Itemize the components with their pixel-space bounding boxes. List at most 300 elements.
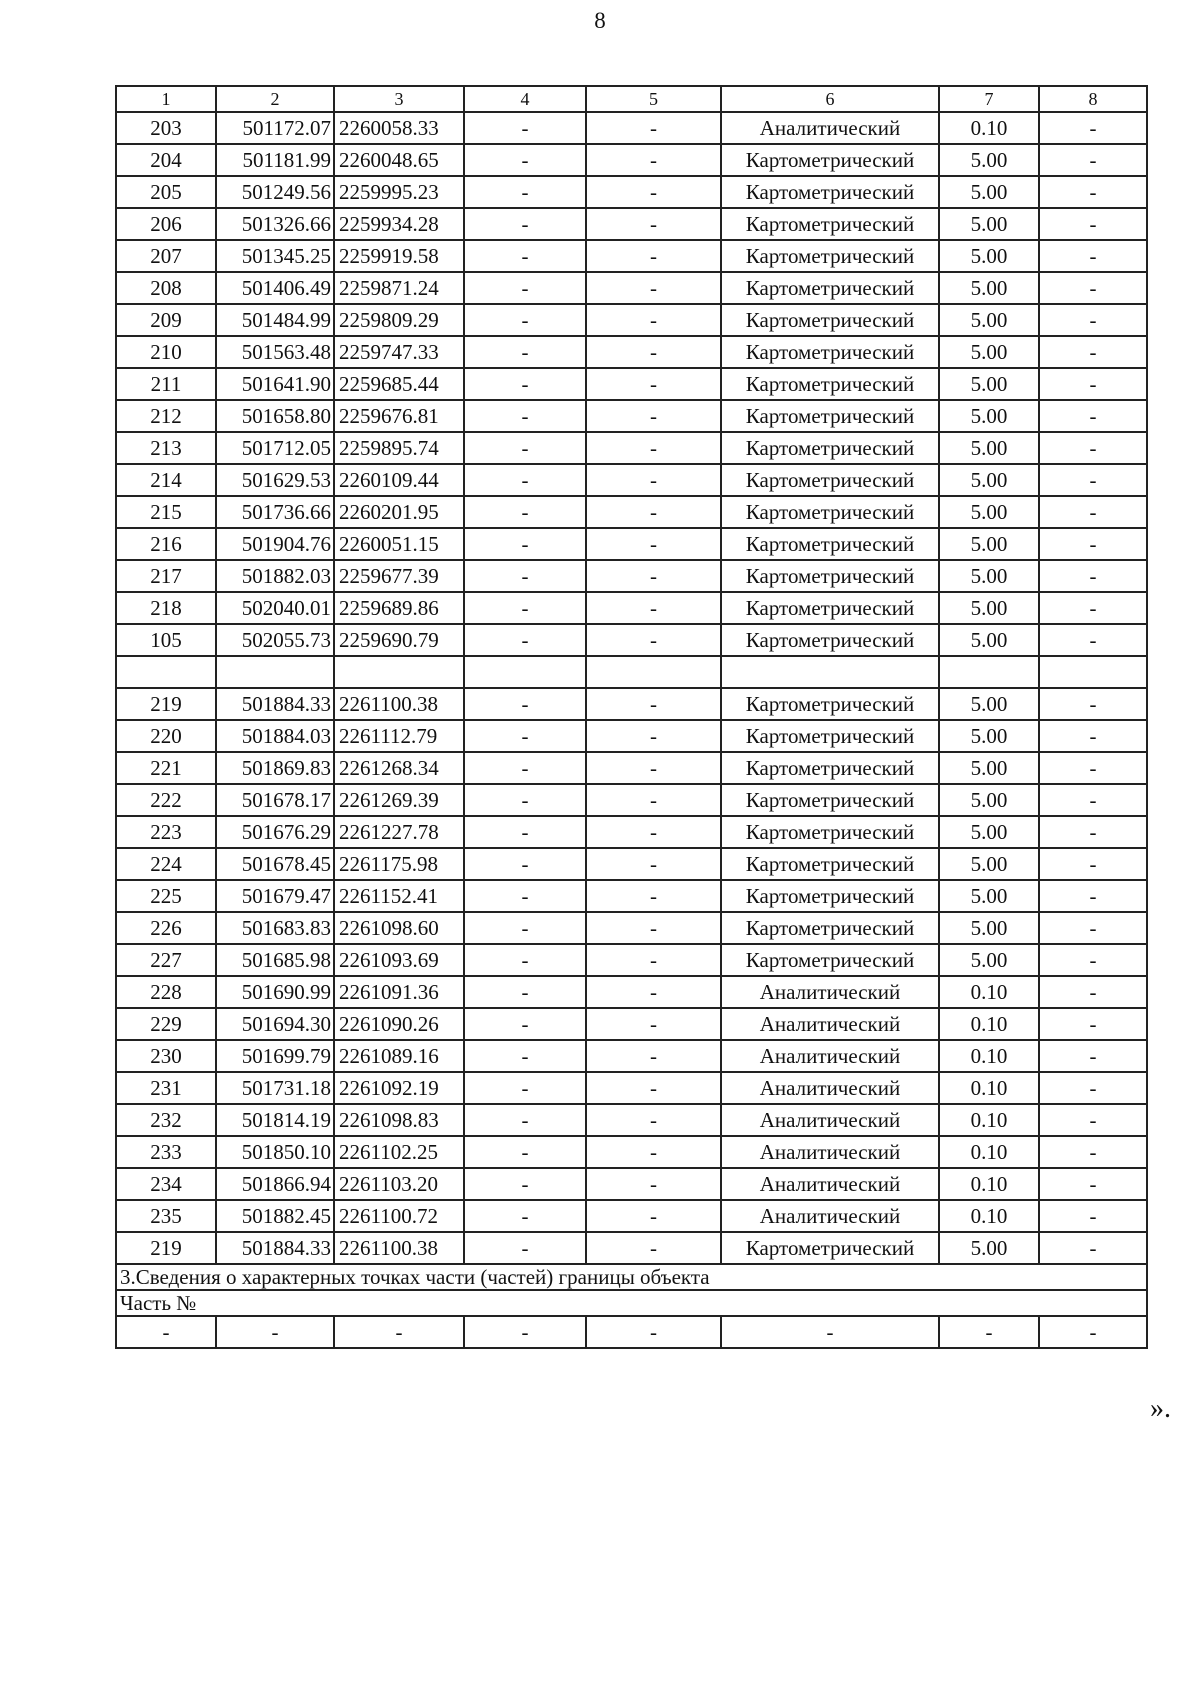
accuracy-cell: 0.10 <box>939 1168 1039 1200</box>
accuracy-cell: 5.00 <box>939 464 1039 496</box>
col4-cell: - <box>464 176 586 208</box>
column-header-3: 3 <box>334 86 464 112</box>
col8-cell: - <box>1039 688 1147 720</box>
table-row <box>116 528 1147 560</box>
accuracy-cell: 5.00 <box>939 848 1039 880</box>
y-coordinate-cell: 2259676.81 <box>334 400 464 432</box>
accuracy-cell: 5.00 <box>939 528 1039 560</box>
x-coordinate-cell: 502055.73 <box>216 624 334 656</box>
method-cell: Картометрический <box>721 240 939 272</box>
col8-cell: - <box>1039 1072 1147 1104</box>
col8-cell: - <box>1039 496 1147 528</box>
y-coordinate-cell: 2259995.23 <box>334 176 464 208</box>
accuracy-cell: 5.00 <box>939 752 1039 784</box>
col4-cell: - <box>464 976 586 1008</box>
col8-cell: - <box>1039 1008 1147 1040</box>
method-cell: Картометрический <box>721 144 939 176</box>
col4-cell: - <box>464 528 586 560</box>
x-coordinate-cell: 501406.49 <box>216 272 334 304</box>
col5-cell: - <box>586 112 721 144</box>
y-coordinate-cell: 2259919.58 <box>334 240 464 272</box>
point-number-cell: 218 <box>116 592 216 624</box>
point-number-cell: 227 <box>116 944 216 976</box>
method-cell: Картометрический <box>721 624 939 656</box>
point-number-cell: 214 <box>116 464 216 496</box>
x-coordinate-cell: 501731.18 <box>216 1072 334 1104</box>
table-row <box>116 624 1147 656</box>
accuracy-cell: 5.00 <box>939 144 1039 176</box>
col5-cell: - <box>586 272 721 304</box>
col4-cell <box>464 656 586 688</box>
col4-cell: - <box>464 592 586 624</box>
col4-cell: - <box>464 1040 586 1072</box>
col4-cell: - <box>464 144 586 176</box>
page-number: 8 <box>594 8 606 33</box>
accuracy-cell: 0.10 <box>939 1136 1039 1168</box>
method-cell: Картометрический <box>721 816 939 848</box>
col4-cell: - <box>464 208 586 240</box>
col8-cell: - <box>1039 368 1147 400</box>
y-coordinate-cell <box>334 656 464 688</box>
table-row <box>116 752 1147 784</box>
accuracy-cell: 5.00 <box>939 880 1039 912</box>
y-coordinate-cell: 2259895.74 <box>334 432 464 464</box>
part-label: Часть № <box>116 1290 1147 1316</box>
y-coordinate-cell: 2259690.79 <box>334 624 464 656</box>
table-row <box>116 1040 1147 1072</box>
col4-cell: - <box>464 1200 586 1232</box>
col5-cell: - <box>586 880 721 912</box>
x-coordinate-cell: 501884.03 <box>216 720 334 752</box>
method-cell: Аналитический <box>721 1168 939 1200</box>
col8-cell: - <box>1039 304 1147 336</box>
col4-cell: - <box>464 560 586 592</box>
table-row <box>116 144 1147 176</box>
col4-cell: - <box>464 720 586 752</box>
point-number-cell: 229 <box>116 1008 216 1040</box>
col5-cell: - <box>586 944 721 976</box>
x-coordinate-cell: 501694.30 <box>216 1008 334 1040</box>
col5-cell: - <box>586 1104 721 1136</box>
col5-cell: - <box>586 1200 721 1232</box>
part-cell: - <box>586 1316 721 1348</box>
method-cell: Аналитический <box>721 1104 939 1136</box>
method-cell: Картометрический <box>721 688 939 720</box>
accuracy-cell: 5.00 <box>939 624 1039 656</box>
y-coordinate-cell: 2261100.38 <box>334 1232 464 1264</box>
table-row <box>116 272 1147 304</box>
column-header-2: 2 <box>216 86 334 112</box>
x-coordinate-cell: 501904.76 <box>216 528 334 560</box>
point-number-cell: 216 <box>116 528 216 560</box>
col5-cell: - <box>586 528 721 560</box>
y-coordinate-cell: 2261100.38 <box>334 688 464 720</box>
col4-cell: - <box>464 848 586 880</box>
method-cell: Аналитический <box>721 1008 939 1040</box>
col5-cell: - <box>586 688 721 720</box>
method-cell: Картометрический <box>721 400 939 432</box>
part-cell: - <box>464 1316 586 1348</box>
y-coordinate-cell: 2260051.15 <box>334 528 464 560</box>
method-cell: Картометрический <box>721 560 939 592</box>
accuracy-cell: 5.00 <box>939 240 1039 272</box>
method-cell: Картометрический <box>721 272 939 304</box>
table-row <box>116 496 1147 528</box>
point-number-cell: 217 <box>116 560 216 592</box>
col8-cell: - <box>1039 464 1147 496</box>
y-coordinate-cell: 2260109.44 <box>334 464 464 496</box>
accuracy-cell: 5.00 <box>939 720 1039 752</box>
y-coordinate-cell: 2260058.33 <box>334 112 464 144</box>
col5-cell: - <box>586 720 721 752</box>
col5-cell: - <box>586 848 721 880</box>
table-body <box>116 86 1147 1348</box>
accuracy-cell: 5.00 <box>939 400 1039 432</box>
col5-cell: - <box>586 496 721 528</box>
table-row <box>116 1200 1147 1232</box>
y-coordinate-cell: 2261093.69 <box>334 944 464 976</box>
part-cell: - <box>1039 1316 1147 1348</box>
accuracy-cell: 5.00 <box>939 496 1039 528</box>
column-header-4: 4 <box>464 86 586 112</box>
col4-cell: - <box>464 464 586 496</box>
accuracy-cell: 0.10 <box>939 112 1039 144</box>
table-row <box>116 368 1147 400</box>
y-coordinate-cell: 2259809.29 <box>334 304 464 336</box>
col8-cell: - <box>1039 944 1147 976</box>
col8-cell: - <box>1039 880 1147 912</box>
col8-cell: - <box>1039 176 1147 208</box>
part-cell: - <box>116 1316 216 1348</box>
col8-cell: - <box>1039 720 1147 752</box>
col8-cell: - <box>1039 240 1147 272</box>
col5-cell: - <box>586 912 721 944</box>
table-separator-row <box>116 656 1147 688</box>
x-coordinate-cell: 501850.10 <box>216 1136 334 1168</box>
table-row <box>116 240 1147 272</box>
y-coordinate-cell: 2260048.65 <box>334 144 464 176</box>
col4-cell: - <box>464 336 586 368</box>
col5-cell: - <box>586 1008 721 1040</box>
accuracy-cell: 5.00 <box>939 944 1039 976</box>
col5-cell: - <box>586 976 721 1008</box>
method-cell: Картометрический <box>721 176 939 208</box>
point-number-cell: 226 <box>116 912 216 944</box>
x-coordinate-cell: 501685.98 <box>216 944 334 976</box>
table-row <box>116 720 1147 752</box>
accuracy-cell: 0.10 <box>939 1008 1039 1040</box>
y-coordinate-cell: 2260201.95 <box>334 496 464 528</box>
col4-cell: - <box>464 784 586 816</box>
x-coordinate-cell: 501884.33 <box>216 1232 334 1264</box>
table-row <box>116 784 1147 816</box>
point-number-cell: 203 <box>116 112 216 144</box>
col5-cell: - <box>586 208 721 240</box>
table-row <box>116 912 1147 944</box>
col5-cell: - <box>586 240 721 272</box>
y-coordinate-cell: 2259689.86 <box>334 592 464 624</box>
col4-cell: - <box>464 912 586 944</box>
y-coordinate-cell: 2261227.78 <box>334 816 464 848</box>
col4-cell: - <box>464 1168 586 1200</box>
col8-cell: - <box>1039 912 1147 944</box>
col5-cell: - <box>586 1232 721 1264</box>
col5-cell: - <box>586 432 721 464</box>
col4-cell: - <box>464 368 586 400</box>
method-cell: Картометрический <box>721 304 939 336</box>
col8-cell: - <box>1039 816 1147 848</box>
point-number-cell: 219 <box>116 688 216 720</box>
col4-cell: - <box>464 240 586 272</box>
accuracy-cell: 5.00 <box>939 912 1039 944</box>
col8-cell: - <box>1039 1040 1147 1072</box>
accuracy-cell <box>939 656 1039 688</box>
y-coordinate-cell: 2261100.72 <box>334 1200 464 1232</box>
y-coordinate-cell: 2261098.60 <box>334 912 464 944</box>
part-row <box>116 1316 1147 1348</box>
accuracy-cell: 5.00 <box>939 368 1039 400</box>
col8-cell: - <box>1039 624 1147 656</box>
col8-cell: - <box>1039 1168 1147 1200</box>
x-coordinate-cell: 501869.83 <box>216 752 334 784</box>
x-coordinate-cell: 501683.83 <box>216 912 334 944</box>
col8-cell: - <box>1039 400 1147 432</box>
point-number-cell: 224 <box>116 848 216 880</box>
col8-cell: - <box>1039 272 1147 304</box>
col4-cell: - <box>464 304 586 336</box>
accuracy-cell: 0.10 <box>939 1072 1039 1104</box>
col5-cell: - <box>586 1072 721 1104</box>
method-cell <box>721 656 939 688</box>
point-number-cell: 223 <box>116 816 216 848</box>
col8-cell: - <box>1039 336 1147 368</box>
column-header-5: 5 <box>586 86 721 112</box>
col8-cell: - <box>1039 1200 1147 1232</box>
table-row <box>116 944 1147 976</box>
col4-cell: - <box>464 1072 586 1104</box>
accuracy-cell: 0.10 <box>939 1040 1039 1072</box>
accuracy-cell: 5.00 <box>939 1232 1039 1264</box>
accuracy-cell: 5.00 <box>939 560 1039 592</box>
x-coordinate-cell: 501641.90 <box>216 368 334 400</box>
point-number-cell: 225 <box>116 880 216 912</box>
method-cell: Картометрический <box>721 464 939 496</box>
part-cell: - <box>721 1316 939 1348</box>
col4-cell: - <box>464 688 586 720</box>
col8-cell: - <box>1039 1136 1147 1168</box>
col8-cell: - <box>1039 144 1147 176</box>
y-coordinate-cell: 2261090.26 <box>334 1008 464 1040</box>
accuracy-cell: 5.00 <box>939 176 1039 208</box>
table-row <box>116 688 1147 720</box>
accuracy-cell: 5.00 <box>939 816 1039 848</box>
method-cell: Картометрический <box>721 784 939 816</box>
column-header-7: 7 <box>939 86 1039 112</box>
part-cell: - <box>334 1316 464 1348</box>
col4-cell: - <box>464 400 586 432</box>
x-coordinate-cell: 501678.45 <box>216 848 334 880</box>
point-number-cell: 220 <box>116 720 216 752</box>
x-coordinate-cell: 501678.17 <box>216 784 334 816</box>
col4-cell: - <box>464 880 586 912</box>
section-title-row <box>116 1264 1147 1290</box>
table-row <box>116 304 1147 336</box>
point-number-cell: 235 <box>116 1200 216 1232</box>
col5-cell: - <box>586 560 721 592</box>
accuracy-cell: 0.10 <box>939 1104 1039 1136</box>
y-coordinate-cell: 2259685.44 <box>334 368 464 400</box>
point-number-cell: 234 <box>116 1168 216 1200</box>
table-row <box>116 464 1147 496</box>
col5-cell <box>586 656 721 688</box>
method-cell: Аналитический <box>721 1072 939 1104</box>
col8-cell: - <box>1039 112 1147 144</box>
method-cell: Аналитический <box>721 1040 939 1072</box>
section-title: 3.Сведения о характерных точках части (частей) границы объекта <box>116 1264 1147 1290</box>
table-row <box>116 560 1147 592</box>
x-coordinate-cell: 502040.01 <box>216 592 334 624</box>
accuracy-cell: 5.00 <box>939 784 1039 816</box>
table-row <box>116 1136 1147 1168</box>
table-row <box>116 208 1147 240</box>
accuracy-cell: 5.00 <box>939 336 1039 368</box>
method-cell: Картометрический <box>721 496 939 528</box>
col8-cell: - <box>1039 1232 1147 1264</box>
col8-cell: - <box>1039 432 1147 464</box>
col5-cell: - <box>586 752 721 784</box>
y-coordinate-cell: 2261089.16 <box>334 1040 464 1072</box>
table-row <box>116 112 1147 144</box>
col4-cell: - <box>464 112 586 144</box>
x-coordinate-cell: 501882.45 <box>216 1200 334 1232</box>
part-label-row <box>116 1290 1147 1316</box>
x-coordinate-cell: 501658.80 <box>216 400 334 432</box>
method-cell: Картометрический <box>721 752 939 784</box>
col4-cell: - <box>464 496 586 528</box>
method-cell: Аналитический <box>721 112 939 144</box>
point-number-cell: 212 <box>116 400 216 432</box>
method-cell: Картометрический <box>721 432 939 464</box>
method-cell: Картометрический <box>721 336 939 368</box>
col5-cell: - <box>586 368 721 400</box>
x-coordinate-cell: 501814.19 <box>216 1104 334 1136</box>
x-coordinate-cell: 501181.99 <box>216 144 334 176</box>
point-number-cell: 105 <box>116 624 216 656</box>
col8-cell: - <box>1039 528 1147 560</box>
point-number-cell: 205 <box>116 176 216 208</box>
accuracy-cell: 5.00 <box>939 208 1039 240</box>
y-coordinate-cell: 2261102.25 <box>334 1136 464 1168</box>
x-coordinate-cell: 501629.53 <box>216 464 334 496</box>
col5-cell: - <box>586 1136 721 1168</box>
point-number-cell: 221 <box>116 752 216 784</box>
method-cell: Картометрический <box>721 368 939 400</box>
column-header-1: 1 <box>116 86 216 112</box>
method-cell: Картометрический <box>721 208 939 240</box>
accuracy-cell: 0.10 <box>939 976 1039 1008</box>
y-coordinate-cell: 2259871.24 <box>334 272 464 304</box>
col5-cell: - <box>586 1168 721 1200</box>
table-row <box>116 176 1147 208</box>
table-row <box>116 1104 1147 1136</box>
y-coordinate-cell: 2261103.20 <box>334 1168 464 1200</box>
col4-cell: - <box>464 272 586 304</box>
x-coordinate-cell: 501679.47 <box>216 880 334 912</box>
col4-cell: - <box>464 752 586 784</box>
x-coordinate-cell: 501699.79 <box>216 1040 334 1072</box>
point-number-cell: 207 <box>116 240 216 272</box>
col8-cell: - <box>1039 1104 1147 1136</box>
table-row <box>116 976 1147 1008</box>
table-row <box>116 1232 1147 1264</box>
table-row <box>116 880 1147 912</box>
accuracy-cell: 5.00 <box>939 432 1039 464</box>
y-coordinate-cell: 2261152.41 <box>334 880 464 912</box>
col8-cell: - <box>1039 752 1147 784</box>
boundary-points-table <box>115 85 1148 1349</box>
y-coordinate-cell: 2259677.39 <box>334 560 464 592</box>
method-cell: Картометрический <box>721 880 939 912</box>
col5-cell: - <box>586 304 721 336</box>
table-row <box>116 816 1147 848</box>
table-row <box>116 592 1147 624</box>
col4-cell: - <box>464 1008 586 1040</box>
table-header-row <box>116 86 1147 112</box>
table-row <box>116 336 1147 368</box>
method-cell: Аналитический <box>721 1136 939 1168</box>
col8-cell: - <box>1039 784 1147 816</box>
point-number-cell: 208 <box>116 272 216 304</box>
x-coordinate-cell <box>216 656 334 688</box>
x-coordinate-cell: 501866.94 <box>216 1168 334 1200</box>
x-coordinate-cell: 501736.66 <box>216 496 334 528</box>
accuracy-cell: 5.00 <box>939 688 1039 720</box>
method-cell: Картометрический <box>721 944 939 976</box>
x-coordinate-cell: 501249.56 <box>216 176 334 208</box>
part-cell: - <box>939 1316 1039 1348</box>
col5-cell: - <box>586 816 721 848</box>
x-coordinate-cell: 501882.03 <box>216 560 334 592</box>
point-number-cell: 211 <box>116 368 216 400</box>
point-number-cell: 230 <box>116 1040 216 1072</box>
point-number-cell <box>116 656 216 688</box>
point-number-cell: 233 <box>116 1136 216 1168</box>
y-coordinate-cell: 2261112.79 <box>334 720 464 752</box>
x-coordinate-cell: 501884.33 <box>216 688 334 720</box>
y-coordinate-cell: 2261269.39 <box>334 784 464 816</box>
col8-cell: - <box>1039 976 1147 1008</box>
col5-cell: - <box>586 176 721 208</box>
x-coordinate-cell: 501326.66 <box>216 208 334 240</box>
col4-cell: - <box>464 432 586 464</box>
y-coordinate-cell: 2261092.19 <box>334 1072 464 1104</box>
col5-cell: - <box>586 464 721 496</box>
accuracy-cell: 0.10 <box>939 1200 1039 1232</box>
col4-cell: - <box>464 944 586 976</box>
point-number-cell: 209 <box>116 304 216 336</box>
col4-cell: - <box>464 1232 586 1264</box>
y-coordinate-cell: 2261098.83 <box>334 1104 464 1136</box>
point-number-cell: 210 <box>116 336 216 368</box>
accuracy-cell: 5.00 <box>939 304 1039 336</box>
point-number-cell: 232 <box>116 1104 216 1136</box>
part-cell: - <box>216 1316 334 1348</box>
col5-cell: - <box>586 784 721 816</box>
col5-cell: - <box>586 624 721 656</box>
point-number-cell: 204 <box>116 144 216 176</box>
col5-cell: - <box>586 144 721 176</box>
accuracy-cell: 5.00 <box>939 592 1039 624</box>
